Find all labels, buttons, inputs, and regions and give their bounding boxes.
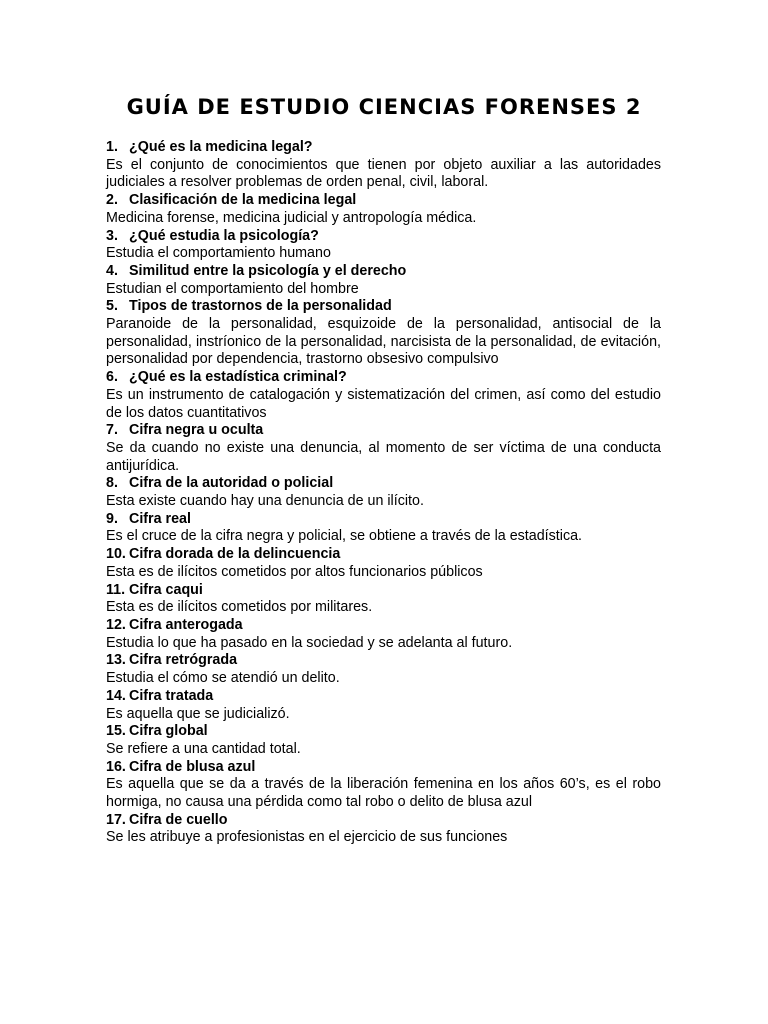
list-item [106, 723, 661, 758]
question-heading [106, 511, 661, 529]
list-item [106, 298, 661, 369]
question-number: 7. [106, 422, 118, 439]
question-heading [106, 475, 661, 493]
question-text: Cifra negra u oculta [129, 422, 264, 439]
question-text: Cifra de la autoridad o policial [129, 475, 334, 492]
question-list [106, 139, 661, 847]
question-heading [106, 192, 661, 210]
list-item [106, 759, 661, 812]
question-heading [106, 759, 661, 777]
question-text: Tipos de trastornos de la personalidad [129, 298, 392, 315]
question-heading [106, 369, 661, 387]
question-number: 2. [106, 192, 118, 209]
question-text: ¿Qué es la estadística criminal? [129, 369, 347, 386]
question-text: Cifra anterogada [129, 616, 243, 633]
question-heading [106, 263, 661, 281]
question-heading [106, 228, 661, 246]
question-number: 13. [106, 652, 126, 669]
question-heading [106, 723, 661, 741]
question-heading [106, 139, 661, 157]
question-heading [106, 582, 661, 600]
question-number: 11. [106, 581, 126, 598]
question-heading [106, 812, 661, 830]
answer-text: Estudia el cómo se atendió un delito. [106, 670, 340, 687]
answer-text: Es el cruce de la cifra negra y policial, se obtiene a través de la estadística. [106, 528, 583, 545]
question-text: Cifra de blusa azul [129, 758, 256, 775]
document-title: GUÍA DE ESTUDIO CIENCIAS FORENSES 2 [126, 95, 642, 119]
list-item [106, 652, 661, 687]
answer-text: Paranoide de la personalidad, esquizoide de la personalidad, antisocial de la personalidad, instríonico de la personalidad, narcisista de la personalidad, de evitación, personalidad por dependencia, trastorno obsesivo compulsivo [106, 316, 661, 368]
question-number: 15. [106, 723, 126, 740]
question-number: 5. [106, 298, 118, 315]
answer-text: Se refiere a una cantidad total. [106, 740, 301, 757]
question-number: 3. [106, 227, 118, 244]
question-number: 8. [106, 475, 118, 492]
question-heading [106, 422, 661, 440]
question-number: 12. [106, 616, 126, 633]
question-heading [106, 546, 661, 564]
list-item [106, 475, 661, 510]
question-heading [106, 298, 661, 316]
question-heading [106, 617, 661, 635]
question-text: Cifra global [129, 723, 208, 740]
question-text: ¿Qué es la medicina legal? [129, 139, 313, 155]
list-item [106, 228, 661, 263]
question-heading [106, 688, 661, 706]
question-text: Cifra tratada [129, 687, 214, 704]
answer-text: Estudia el comportamiento humano [106, 245, 331, 262]
answer-text: Medicina forense, medicina judicial y antropología médica. [106, 209, 477, 226]
list-item [106, 192, 661, 227]
answer-text: Es el conjunto de conocimientos que tienen por objeto auxiliar a las autoridades judiciales a resolver problemas de orden penal, civil, laboral. [106, 156, 661, 191]
question-number: 16. [106, 758, 126, 775]
list-item [106, 263, 661, 298]
answer-text: Esta es de ilícitos cometidos por altos funcionarios públicos [106, 563, 483, 580]
question-number: 4. [106, 262, 118, 279]
question-number: 1. [106, 139, 118, 155]
question-text: Cifra de cuello [129, 811, 228, 828]
question-number: 14. [106, 687, 126, 704]
answer-text: Estudian el comportamiento del hombre [106, 280, 359, 297]
answer-text: Es aquella que se da a través de la liberación femenina en los años 60’s, es el robo hormiga, no causa una pérdida como tal robo o delito de blusa azul [106, 776, 661, 811]
list-item [106, 688, 661, 723]
question-text: Similitud entre la psicología y el derecho [129, 262, 407, 279]
question-number: 10. [106, 546, 126, 563]
question-number: 17. [106, 811, 126, 828]
answer-text: Es un instrumento de catalogación y sistematización del crimen, así como del estudio de los datos cuantitativos [106, 386, 661, 421]
answer-text: Esta existe cuando hay una denuncia de un ilícito. [106, 493, 424, 510]
list-item [106, 582, 661, 617]
question-number: 9. [106, 510, 118, 527]
list-item [106, 139, 661, 192]
list-item [106, 617, 661, 652]
question-text: Cifra caqui [129, 581, 203, 598]
answer-text: Se da cuando no existe una denuncia, al momento de ser víctima de una conducta antijurídica. [106, 439, 661, 474]
answer-text: Se les atribuye a profesionistas en el ejercicio de sus funciones [106, 829, 508, 846]
list-item [106, 422, 661, 475]
list-item [106, 812, 661, 847]
list-item [106, 546, 661, 581]
answer-text: Es aquella que se judicializó. [106, 705, 290, 722]
answer-text: Estudia lo que ha pasado en la sociedad y se adelanta al futuro. [106, 634, 513, 651]
list-item [106, 511, 661, 546]
answer-text: Esta es de ilícitos cometidos por militares. [106, 599, 373, 616]
question-number: 6. [106, 369, 118, 386]
question-text: Cifra retrógrada [129, 652, 238, 669]
question-text: Cifra real [129, 510, 191, 527]
question-text: Clasificación de la medicina legal [129, 192, 357, 209]
question-heading [106, 652, 661, 670]
question-text: Cifra dorada de la delincuencia [129, 546, 341, 563]
list-item [106, 369, 661, 422]
question-text: ¿Qué estudia la psicología? [129, 227, 319, 244]
